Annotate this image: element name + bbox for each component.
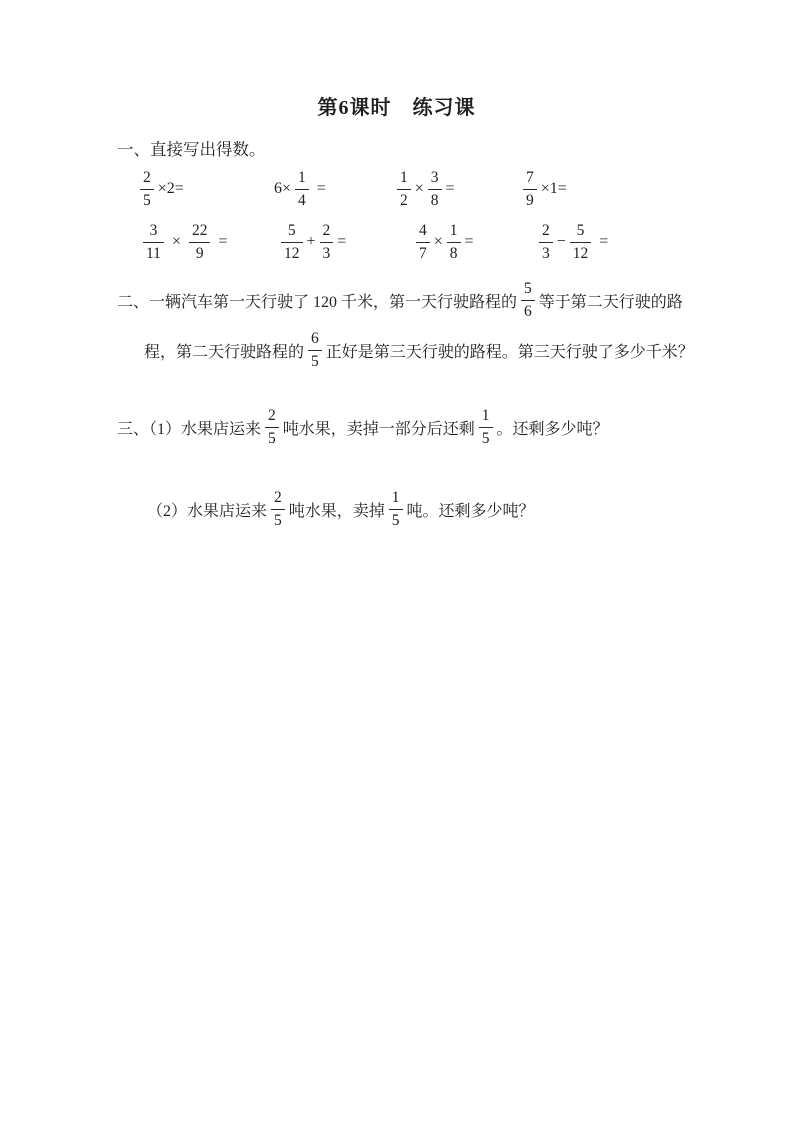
section-one-heading: 一、直接写出得数。 bbox=[117, 140, 266, 159]
fraction-denominator: 6 bbox=[524, 302, 532, 320]
fraction bbox=[523, 169, 537, 209]
fraction bbox=[295, 169, 309, 209]
fraction bbox=[479, 407, 493, 447]
fraction-denominator: 5 bbox=[274, 511, 282, 529]
fraction-numerator: 5 bbox=[281, 222, 303, 242]
fraction-denominator: 12 bbox=[284, 244, 300, 262]
fraction bbox=[416, 222, 430, 262]
fraction-denominator: 4 bbox=[298, 191, 306, 209]
math-text: ×1= bbox=[540, 180, 567, 197]
math-text: = bbox=[595, 233, 609, 250]
fraction bbox=[447, 222, 461, 262]
fraction bbox=[308, 330, 322, 370]
fraction bbox=[271, 489, 285, 529]
fraction-denominator: 8 bbox=[449, 244, 458, 262]
fraction bbox=[570, 222, 592, 262]
fraction-numerator: 2 bbox=[265, 407, 279, 427]
math-text: 二、一辆汽车第一天行驶了 120 千米，第一天行驶路程的 bbox=[117, 293, 518, 311]
page-title: 第6课时 练习课 bbox=[317, 97, 476, 119]
fraction-numerator: 4 bbox=[416, 222, 430, 242]
math-text: = bbox=[214, 233, 228, 250]
fraction-denominator: 8 bbox=[430, 191, 439, 209]
math-text: （2）水果店运来 bbox=[147, 502, 268, 520]
fraction bbox=[521, 280, 535, 320]
section-two-line-2 bbox=[144, 326, 694, 374]
fraction-denominator: 7 bbox=[419, 244, 427, 262]
fraction-numerator: 2 bbox=[539, 222, 553, 242]
fraction-denominator: 5 bbox=[481, 429, 490, 447]
fraction bbox=[140, 169, 154, 209]
math-text: 吨水果，卖掉 bbox=[288, 502, 385, 520]
section-three-item-2 bbox=[147, 485, 535, 533]
math-text: × bbox=[433, 233, 443, 250]
math-problem-r2c3 bbox=[412, 220, 474, 264]
fraction-numerator: 1 bbox=[397, 169, 411, 189]
fraction-numerator: 1 bbox=[295, 169, 309, 189]
math-problem-r2c4 bbox=[535, 220, 608, 264]
fraction-denominator: 5 bbox=[268, 429, 276, 447]
section-three-item-1 bbox=[117, 403, 609, 451]
section-two-line-1 bbox=[117, 276, 683, 324]
fraction-numerator: 2 bbox=[140, 169, 154, 189]
fraction-denominator: 11 bbox=[146, 244, 161, 262]
fraction bbox=[189, 222, 211, 262]
math-text: 正好是第三天行驶的路程。第三天行驶了多少千米？ bbox=[325, 343, 694, 361]
fraction bbox=[143, 222, 164, 262]
fraction bbox=[539, 222, 553, 262]
fraction-denominator: 3 bbox=[542, 244, 550, 262]
fraction-numerator: 5 bbox=[521, 280, 535, 300]
math-text: 等于第二天行驶的路 bbox=[538, 293, 683, 311]
math-text: = bbox=[337, 233, 347, 250]
fraction-numerator: 6 bbox=[308, 330, 322, 350]
math-problem-r1c3 bbox=[393, 167, 455, 211]
math-text: × bbox=[414, 180, 424, 197]
fraction-numerator: 7 bbox=[523, 169, 537, 189]
fraction bbox=[265, 407, 279, 447]
fraction-denominator: 9 bbox=[195, 244, 204, 262]
math-problem-r1c1 bbox=[136, 167, 184, 211]
fraction-denominator: 3 bbox=[322, 244, 331, 262]
math-text: 程，第二天行驶路程的 bbox=[144, 343, 305, 361]
fraction-denominator: 2 bbox=[400, 191, 408, 209]
math-problem-r1c4 bbox=[519, 167, 567, 211]
fraction-numerator: 1 bbox=[447, 222, 461, 242]
math-text: 吨。还剩多少吨？ bbox=[406, 502, 535, 520]
fraction-numerator: 3 bbox=[143, 222, 164, 242]
fraction-numerator: 1 bbox=[389, 489, 403, 509]
fraction-denominator: 12 bbox=[572, 244, 589, 262]
fraction-numerator: 1 bbox=[479, 407, 493, 427]
math-text: × bbox=[167, 233, 185, 250]
fraction-numerator: 3 bbox=[428, 169, 442, 189]
math-text: ×2= bbox=[157, 180, 184, 197]
math-text: = bbox=[445, 180, 455, 197]
math-text: 三、（1）水果店运来 bbox=[117, 420, 262, 438]
fraction-denominator: 5 bbox=[391, 511, 400, 529]
math-text: = bbox=[464, 233, 474, 250]
fraction-numerator: 22 bbox=[189, 222, 211, 242]
math-text: + bbox=[306, 233, 316, 250]
fraction bbox=[389, 489, 403, 529]
math-text: 6× bbox=[274, 180, 292, 197]
fraction-numerator: 5 bbox=[570, 222, 592, 242]
math-problem-r2c1 bbox=[139, 220, 228, 264]
math-text: 。还剩多少吨？ bbox=[496, 420, 609, 438]
math-text: 吨水果，卖掉一部分后还剩 bbox=[282, 420, 475, 438]
fraction-numerator: 2 bbox=[320, 222, 334, 242]
fraction-denominator: 9 bbox=[526, 191, 534, 209]
math-problem-r1c2 bbox=[274, 167, 326, 211]
math-text: − bbox=[556, 233, 566, 250]
fraction bbox=[428, 169, 442, 209]
fraction-numerator: 2 bbox=[271, 489, 285, 509]
fraction-denominator: 5 bbox=[143, 191, 151, 209]
fraction bbox=[397, 169, 411, 209]
fraction-denominator: 5 bbox=[311, 352, 319, 370]
fraction bbox=[281, 222, 303, 262]
math-text: = bbox=[312, 180, 326, 197]
math-problem-r2c2 bbox=[277, 220, 346, 264]
fraction bbox=[320, 222, 334, 262]
